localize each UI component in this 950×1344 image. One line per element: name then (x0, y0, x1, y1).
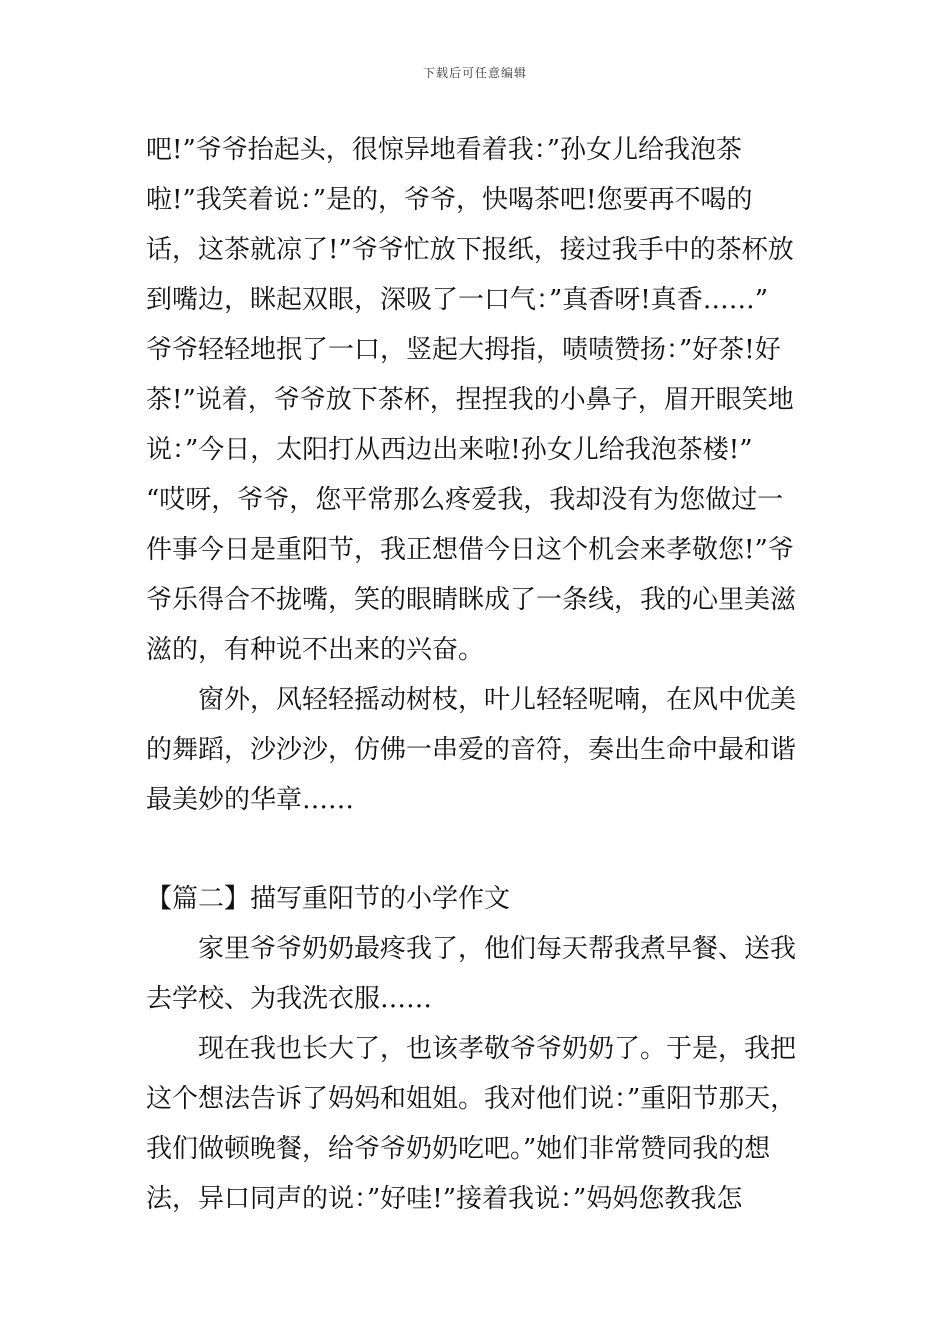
text-line: 爷乐得合不拢嘴，笑的眼睛眯成了一条线，我的心里美滋 (146, 585, 797, 615)
text-line: 最美妙的华章…… (146, 785, 355, 815)
text-line: 去学校、为我洗衣服…… (146, 984, 433, 1014)
text-line: 茶!”说着，爷爷放下茶杯，捏捏我的小鼻子，眉开眼笑地 (146, 385, 794, 415)
text-line: 话，这茶就凉了!”爷爷忙放下报纸，接过我手中的茶杯放 (146, 235, 794, 265)
text-line: 窗外，风轻轻摇动树枝，叶儿轻轻呢喃，在风中优美 (146, 685, 797, 715)
text-line: 我们做顿晚餐，给爷爷奶奶吃吧。”她们非常赞同我的想 (146, 1134, 771, 1164)
text-line: 家里爷爷奶奶最疼我了，他们每天帮我煮早餐、送我 (146, 934, 797, 964)
text-line: 的舞蹈，沙沙沙，仿佛一串爱的音符，奏出生命中最和谐 (146, 735, 797, 765)
text-line: 法，异口同声的说：”好哇!”接着我说：”妈妈您教我怎 (146, 1184, 743, 1214)
text-line: 爷爷轻轻地抿了一口，竖起大拇指，啧啧赞扬：”好茶!好 (146, 335, 781, 365)
text-line: 到嘴边，眯起双眼，深吸了一口气：”真香呀!真香……” (146, 285, 769, 315)
text-line: 这个想法告诉了妈妈和姐姐。我对他们说：”重阳节那天， (146, 1084, 797, 1114)
page-header: 下载后可任意编辑 (422, 66, 527, 80)
section-heading: 【篇二】描写重阳节的小学作文 (146, 884, 511, 914)
text-line: 啦!”我笑着说：”是的，爷爷，快喝茶吧!您要再不喝的 (146, 185, 753, 215)
text-line: “哎呀，爷爷，您平常那么疼爱我，我却没有为您做过一 (146, 485, 784, 515)
text-line: 现在我也长大了，也该孝敬爷爷奶奶了。于是，我把 (146, 1034, 797, 1064)
text-line: 件事今日是重阳节，我正想借今日这个机会来孝敬您!”爷 (146, 535, 794, 565)
text-line: 吧!”爷爷抬起头，很惊异地看着我：”孙女儿给我泡茶 (146, 135, 743, 165)
text-line: 说：”今日，太阳打从西边出来啦!孙女儿给我泡茶楼!” (146, 435, 753, 465)
text-line: 滋的，有种说不出来的兴奋。 (146, 635, 485, 665)
